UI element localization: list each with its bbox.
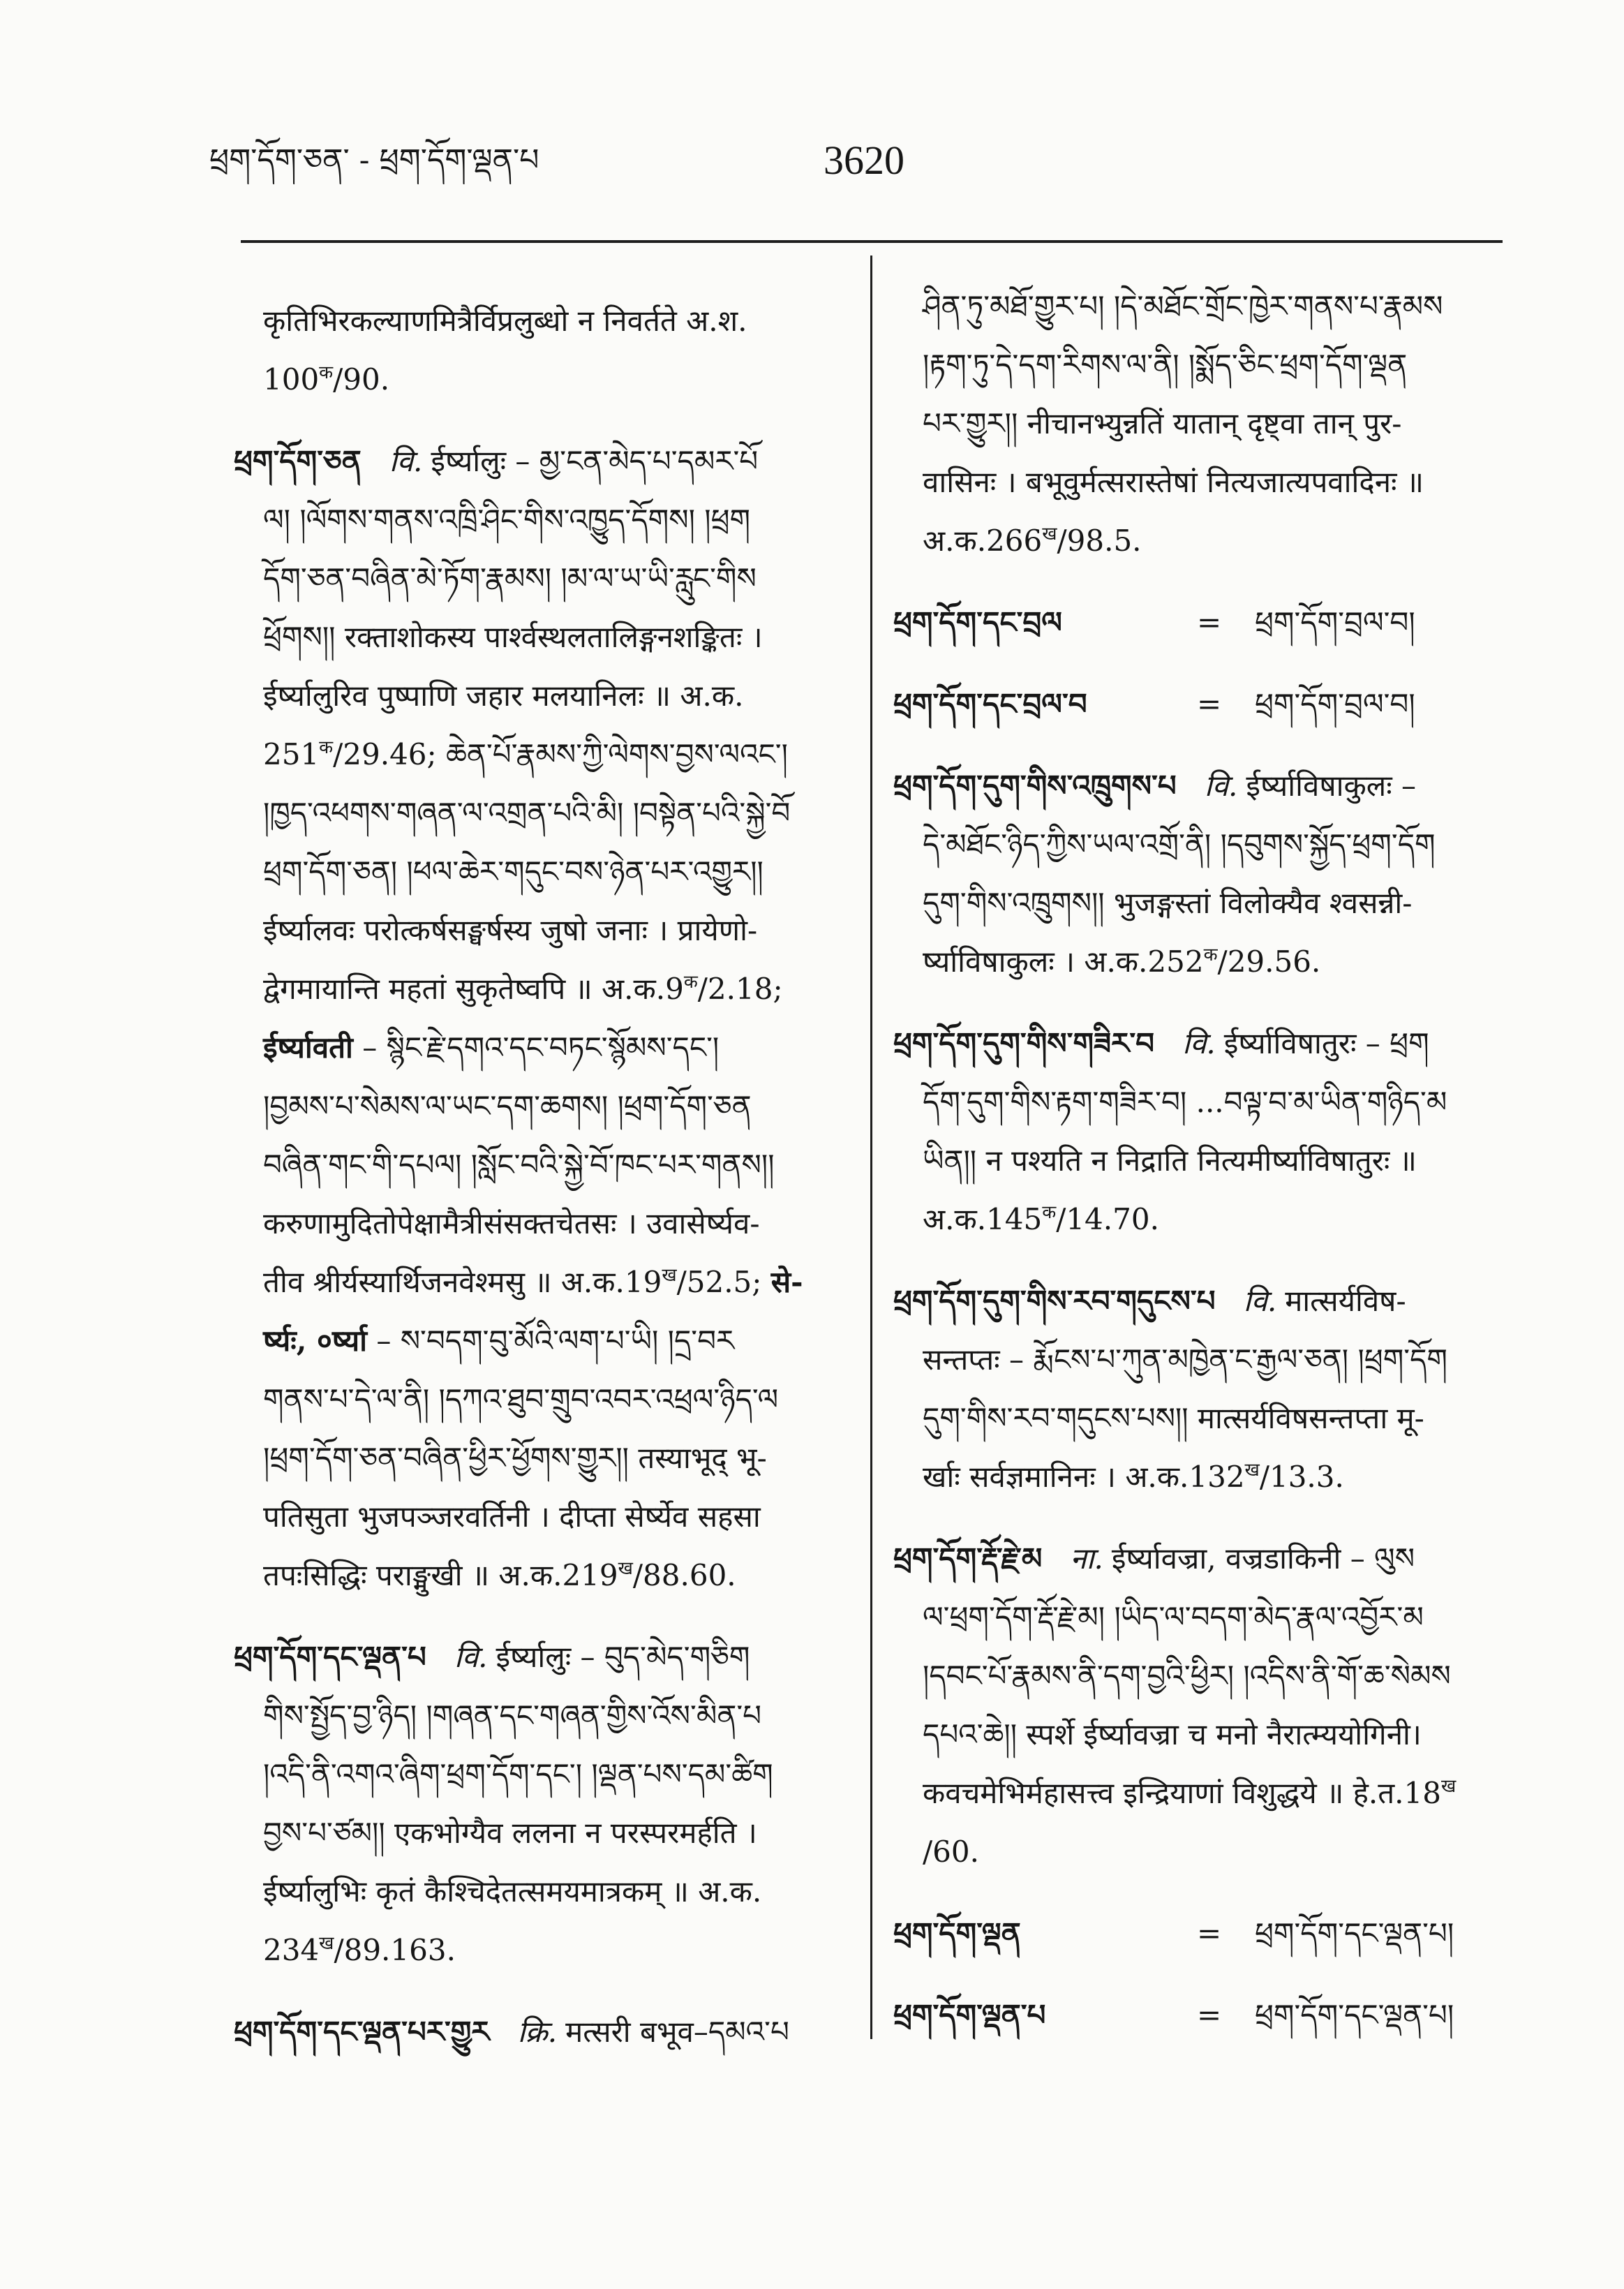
entry-text: सन्तप्तः – རྨོངས་པ་ཀུན་མཁྱེན་ང་རྒྱལ་ཅན། །ཕྲག་དོག	[923, 1342, 1447, 1377]
entry-text: मात्सर्यविष-	[1285, 1284, 1406, 1318]
entry-text: །དབང་པོ་རྣམས་ནི་དག་བྱའི་ཕྱིར། །འདིས་ནི་གོ་ཆ་སེམས	[923, 1659, 1451, 1693]
entry-line	[234, 1253, 855, 1312]
entry-text: वासिनः । बभूवुर्मत्सरास्तेषां नित्यजात्यपवादिनः ॥	[923, 465, 1424, 499]
entry-line	[234, 1194, 855, 1253]
folio-side-superscript: ख	[1244, 1460, 1260, 1481]
entry-line	[893, 1904, 1520, 1963]
entry-text: ईर्ष्याविषाकुलः –	[1246, 769, 1417, 803]
folio-side-superscript: क	[1042, 1202, 1057, 1223]
entry-text: अ.क.145	[923, 1202, 1043, 1236]
sub-headword: ईर्ष्यावती	[263, 1030, 353, 1065]
entry-text: ईर्ष्यालवः परोत्कर्षसङ्घर्षस्य जुषो जनाः । प्रायेणो-	[263, 913, 758, 947]
entry-line	[234, 1687, 855, 1745]
entry-text: དོག་ཅན་བཞིན་མེ་ཏོག་རྣམས། །མ་ལ་ཡ་ཡི་རླུང་གིས	[263, 561, 757, 595]
entry-text: /2.18;	[697, 972, 783, 1006]
dictionary-entry	[234, 1628, 855, 1980]
entry-line	[234, 1370, 855, 1429]
entry-line	[893, 874, 1520, 933]
entry-text: ईर्ष्यालुः – བུད་མེད་གཅིག	[496, 1640, 750, 1674]
header-rule	[241, 240, 1503, 243]
left-column	[234, 292, 855, 2084]
entry-line	[893, 757, 1520, 815]
folio-side-superscript: क	[319, 362, 334, 383]
entry-line	[234, 1077, 855, 1136]
entry-text: करुणामुदितोपेक्षामैत्रीसंसक्तचेतसः । उवासेर्ष्यव-	[263, 1206, 760, 1240]
dictionary-entry	[234, 432, 855, 1605]
entry-text: གིས་སྤྱོད་བྱ་ཉིད། །གཞན་དང་གཞན་གྱིས་འོས་མིན་པ	[263, 1698, 762, 1733]
entry-text: तपःसिद्धिः पराङ्मुखी ॥ अ.क.219	[263, 1558, 618, 1592]
entry-line	[234, 960, 855, 1018]
equals-sign: =	[1197, 605, 1222, 639]
headword: ཕྲག་དོག་དུག་གིས་གཟིར་བ	[893, 1026, 1155, 1060]
entry-line	[893, 1272, 1520, 1331]
entry-text: གནས་པ་དེ་ལ་ནི། །དཀའ་ཐུབ་གྲུབ་འབར་འཕྲལ་ཉིད་ལ	[263, 1382, 779, 1416]
entry-text: དོག་དུག་གིས་རྟག་གཟིར་བ། ...བལྟ་བ་མ་ཡིན་གཉིད་མ	[923, 1085, 1447, 1119]
entry-line	[234, 901, 855, 960]
entry-line	[893, 1073, 1520, 1132]
cross-reference: ཕྲག་དོག་དང་ལྡན་པ།	[1255, 1916, 1454, 1950]
entry-text: ལ་ཕྲག་དོག་རྡོ་རྗེ་མ། །ཡིད་ལ་བདག་མེད་རྣལ་འབྱོར་མ	[923, 1600, 1424, 1634]
grammar-label: वि.	[1204, 769, 1238, 803]
entry-text: /89.163.	[334, 1933, 456, 1967]
entry-line	[893, 1448, 1520, 1506]
grammar-label: ना.	[1070, 1541, 1103, 1576]
dictionary-entry	[893, 1529, 1520, 1881]
entry-text: དེ་མཐོང་ཉིད་ཀྱིས་ཡལ་འགྲོ་ནི། །དབུགས་སྐྱོད་ཕྲག་དོག	[923, 827, 1436, 861]
entry-line	[893, 1190, 1520, 1249]
entry-line	[234, 350, 855, 409]
headword: ཕྲག་དོག་དང་ལྡན་པར་གྱུར	[234, 2015, 490, 2049]
entry-text: དུག་གིས་རབ་གདུངས་པས།། मात्सर्यविषसन्तप्ता मू-	[923, 1401, 1424, 1435]
headword: ཕྲག་དོག་དུག་གིས་འཁྲུགས་པ	[893, 769, 1177, 803]
headword: ཕྲག་དོག་ལྡན	[893, 1916, 1021, 1950]
entry-line	[893, 512, 1520, 570]
entry-line	[234, 1921, 855, 1980]
entry-text: र्खाः सर्वज्ञमानिनः । अ.क.132	[923, 1460, 1245, 1494]
entry-text: ईर्ष्यालुः – མྱ་ངན་མེད་པ་དམར་པོ	[431, 444, 759, 478]
entry-line	[893, 1705, 1520, 1764]
entry-line	[893, 815, 1520, 874]
entry-text: བཞིན་གང་གི་དཔལ། །སློང་བའི་སྐྱེ་བོ་ཁང་པར་གནས།།	[263, 1148, 775, 1182]
headword: ཕྲག་དོག་ཅན	[234, 444, 362, 478]
folio-side-superscript: ख	[319, 1933, 334, 1954]
dictionary-entry	[893, 1986, 1520, 2045]
entry-text: ལ། །ལོགས་གནས་འཁྲི་ཤིང་གིས་འཁྱུད་དོགས། །ཕྲག	[263, 503, 751, 537]
headword: ཕྲག་དོག་དང་བྲལ	[893, 605, 1062, 639]
entry-text: 234	[263, 1933, 320, 1967]
column-divider	[870, 255, 872, 2039]
folio-side-superscript: ख	[1042, 524, 1057, 545]
grammar-label: वि.	[454, 1640, 488, 1674]
entry-text: 251	[263, 737, 320, 771]
entry-line	[893, 394, 1520, 453]
cross-reference: ཕྲག་དོག་བྲལ་བ།	[1255, 605, 1415, 639]
entry-text: །རྟག་ཏུ་དེ་དག་རིགས་ལ་ནི། །སྨོད་ཅིང་ཕྲག་དོག་ལྡན	[923, 348, 1408, 382]
entry-line	[893, 1764, 1520, 1823]
sub-headword: से-	[770, 1265, 803, 1299]
entry-line	[893, 1014, 1520, 1073]
dictionary-entry	[893, 757, 1520, 991]
entry-text: །ཁྱད་འཕགས་གཞན་ལ་འགྲན་པའི་མི། །བསྟེན་པའི་སྐྱེ་བོ	[263, 796, 791, 830]
entry-text: – ས་བདག་བུ་མོའི་ལག་པ་ཡི། །དྲ་བར	[367, 1324, 735, 1358]
entry-text: དཔའ་ཆེ།། स्पर्शे ईर्ष्यावज्रा च मनो नैरात्म्ययोगिनी।	[923, 1717, 1422, 1751]
dictionary-entry	[893, 593, 1520, 652]
entry-line	[893, 593, 1520, 652]
entry-text: ཤིན་ཏུ་མཐོ་གྱུར་པ། །དེ་མཐོང་གྲོང་ཁྱེར་གནས་པ་རྣམས	[923, 289, 1443, 323]
cross-reference: ཕྲག་དོག་དང་ལྡན་པ།	[1255, 1998, 1454, 2032]
entry-text: ईर्ष्यालुरिव पुष्पाणि जहार मलयानिलः ॥ अ.क.	[263, 679, 744, 713]
entry-text: ཕྲག་དོག་ཅན། །ཕལ་ཆེར་གདུང་བས་ཉེན་པར་འགྱུར།།	[263, 854, 763, 889]
entry-text: པར་གྱུར།། नीचानभ्युन्नतिं यातान् दृष्ट्वा तान् पुर-	[923, 406, 1402, 440]
entry-line	[234, 667, 855, 725]
headword: ཕྲག་དོག་དང་ལྡན་པ	[234, 1640, 426, 1674]
entry-text: བྱས་པ་ཙམ།། एकभोग्यैव ललना न परस्परमर्हति ।	[263, 1816, 757, 1850]
entry-line	[893, 1986, 1520, 2045]
entry-text: 100	[263, 362, 320, 397]
entry-text: ईर्ष्याविषातुरः – ཕྲག	[1223, 1026, 1429, 1060]
entry-text: ཕྲོགས།། रक्ताशोकस्य पार्श्वस्थलतालिङ्गनशङ्कितः ।	[263, 620, 763, 654]
dictionary-entry	[893, 1272, 1520, 1506]
headword: ཕྲག་དོག་དང་བྲལ་བ	[893, 687, 1087, 721]
entry-line	[234, 1745, 855, 1804]
right-column	[893, 277, 1520, 2068]
entry-text: /90.	[333, 362, 390, 397]
entry-text: अ.क.266	[923, 524, 1043, 558]
entry-line	[893, 1389, 1520, 1448]
entry-text: /60.	[923, 1835, 979, 1869]
entry-text: /52.5;	[676, 1265, 771, 1299]
dictionary-entry	[234, 2003, 855, 2061]
entry-text: /29.56.	[1217, 945, 1321, 979]
entry-line	[234, 784, 855, 843]
equals-sign: =	[1197, 1998, 1222, 2032]
entry-line	[893, 1132, 1520, 1190]
entry-line	[893, 1331, 1520, 1389]
dictionary-entry	[234, 292, 855, 409]
entry-text: द्वेगमायान्ति महतां सुकृतेष्वपि ॥ अ.क.9	[263, 972, 684, 1006]
entry-line	[234, 608, 855, 667]
entry-line	[234, 491, 855, 549]
dictionary-entry	[893, 277, 1520, 570]
entry-text: /14.70.	[1056, 1202, 1159, 1236]
folio-side-superscript: क	[683, 972, 698, 993]
folio-side-superscript: ख	[1440, 1776, 1457, 1797]
entry-line	[893, 1647, 1520, 1705]
entry-text: ཡིན།། न पश्यति न निद्राति नित्यमीर्ष्याविषातुरः ॥	[923, 1143, 1417, 1178]
entry-text: मत्सरी बभूव–དམའ་པ	[565, 2015, 789, 2049]
running-head: ཕྲག་དོག་ཅན་ - ཕྲག་དོག་ལྡན་པ	[209, 142, 539, 178]
entry-line	[893, 336, 1520, 394]
dictionary-entry	[893, 675, 1520, 734]
entry-line	[893, 277, 1520, 336]
entry-line	[234, 1628, 855, 1687]
entry-text: /88.60.	[632, 1558, 736, 1592]
folio-side-superscript: ख	[618, 1558, 633, 1579]
entry-line	[234, 843, 855, 901]
entry-line	[234, 432, 855, 491]
entry-line	[234, 549, 855, 608]
entry-text: कृतिभिरकल्याणमित्रैर्विप्रलुब्धो न निवर्तते अ.श.	[263, 304, 747, 338]
entry-line	[893, 453, 1520, 512]
entry-text: – སྙིང་རྗེ་དགའ་དང་བཏང་སྙོམས་དང་།	[352, 1030, 720, 1065]
grammar-label: वि.	[1243, 1284, 1277, 1318]
entry-line	[234, 1429, 855, 1488]
dictionary-entry	[893, 1904, 1520, 1963]
entry-text: ईर्ष्यावज्रा, वज्रडाकिनी – ལུས	[1111, 1541, 1415, 1576]
entry-text: /29.46; ཆེན་པོ་རྣམས་ཀྱི་ལེགས་བྱས་ལའང་།	[333, 737, 788, 771]
entry-text: पतिसुता भुजपञ्जरवर्तिनी । दीप्ता सेर्ष्येव सहसा	[263, 1499, 761, 1534]
entry-text: /13.3.	[1259, 1460, 1344, 1494]
entry-text: तीव श्रीर्यस्यार्थिजनवेश्मसु ॥ अ.क.19	[263, 1265, 662, 1299]
entry-line	[234, 1312, 855, 1370]
equals-sign: =	[1197, 1916, 1222, 1950]
entry-line	[893, 1529, 1520, 1588]
entry-line	[234, 1018, 855, 1077]
entry-line	[234, 725, 855, 784]
entry-text: र्ष्याविषाकुलः । अ.क.252	[923, 945, 1204, 979]
entry-text: कवचमेभिर्महासत्त्व इन्द्रियाणां विशुद्धये ॥ हे.त.18	[923, 1776, 1441, 1810]
entry-line	[234, 1546, 855, 1605]
entry-text: ईर्ष्यालुभिः कृतं कैश्चिदेतत्समयमात्रकम् ॥ अ.क.	[263, 1874, 762, 1909]
sub-headword: र्ष्यः, ०र्ष्या	[263, 1324, 367, 1358]
headword: ཕྲག་དོག་ལྡན་པ	[893, 1998, 1046, 2032]
entry-line	[234, 292, 855, 350]
equals-sign: =	[1197, 687, 1222, 721]
entry-line	[234, 1488, 855, 1546]
dictionary-entry	[893, 1014, 1520, 1249]
folio-side-superscript: क	[1203, 945, 1218, 965]
entry-line	[893, 675, 1520, 734]
grammar-label: वि.	[389, 444, 423, 478]
grammar-label: क्रि.	[517, 2015, 558, 2049]
cross-reference: ཕྲག་དོག་བྲལ་བ།	[1255, 687, 1415, 721]
entry-line	[893, 1588, 1520, 1647]
entry-line	[234, 1804, 855, 1862]
entry-text: དུག་གིས་འཁྲུགས།། भुजङ्गस्तां विलोक्यैव श्वसन्नी-	[923, 886, 1413, 920]
entry-line	[893, 1823, 1520, 1881]
entry-text: /98.5.	[1057, 524, 1142, 558]
entry-line	[234, 1862, 855, 1921]
folio-side-superscript: ख	[662, 1265, 677, 1286]
headword: ཕྲག་དོག་རྡོ་རྗེ་མ	[893, 1541, 1043, 1576]
entry-line	[234, 2003, 855, 2061]
grammar-label: वि.	[1182, 1026, 1216, 1060]
entry-text: །ཕྲག་དོག་ཅན་བཞིན་ཕྱིར་ཕྱོགས་གྱུར།། तस्याभूद् भू-	[263, 1441, 767, 1475]
entry-text: །འདི་ནི་འགའ་ཞིག་ཕྲག་དོག་དང་། །ལྡན་པས་དམ་ཚིག	[263, 1757, 773, 1791]
entry-line	[893, 933, 1520, 991]
headword: ཕྲག་དོག་དུག་གིས་རབ་གདུངས་པ	[893, 1284, 1216, 1318]
entry-text: །བྱམས་པ་སེམས་ལ་ཡང་དག་ཆགས། །ཕྲག་དོག་ཅན	[263, 1089, 752, 1123]
page-number: 3620	[824, 138, 904, 183]
entry-line	[234, 1136, 855, 1194]
folio-side-superscript: क	[319, 737, 334, 758]
